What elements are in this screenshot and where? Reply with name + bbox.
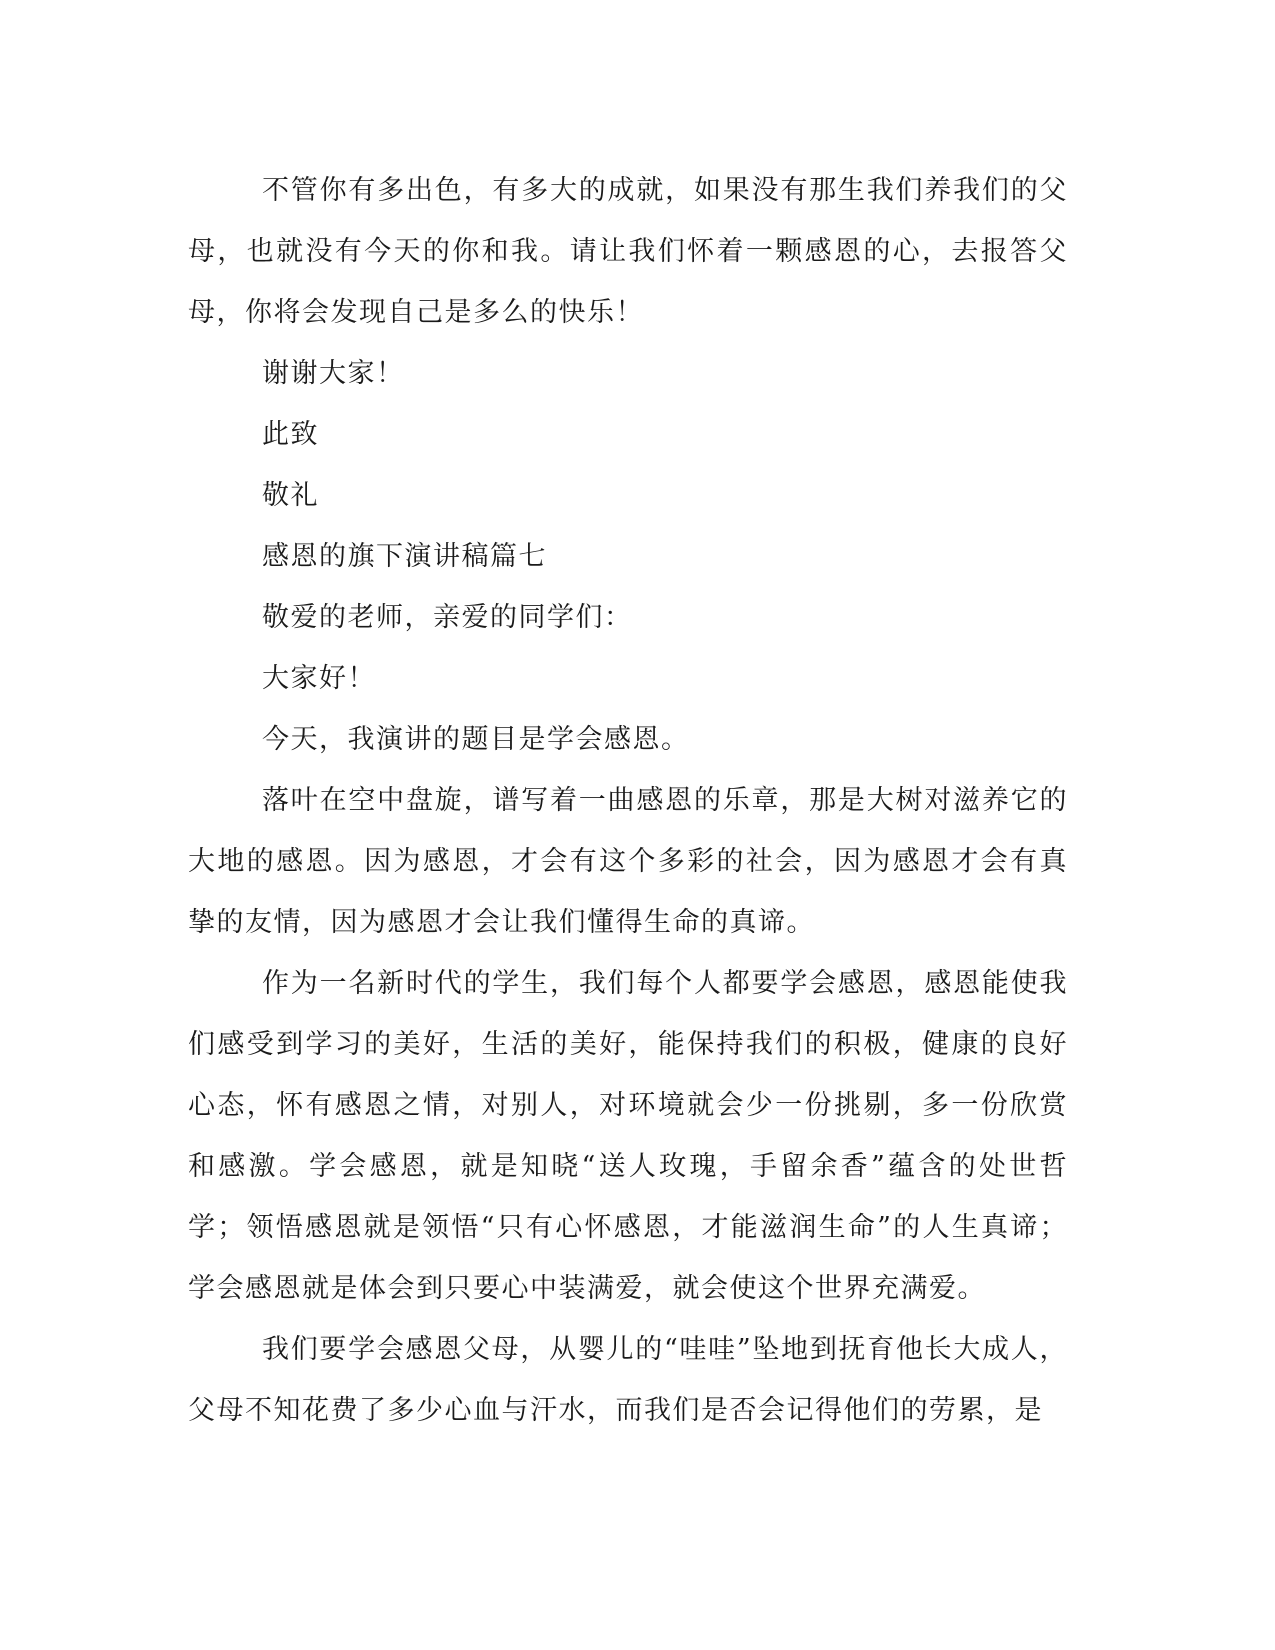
paragraph-conclusion: 不管你有多出色，有多大的成就，如果没有那生我们养我们的父母，也就没有今天的你和我。请让我们怀着一颗感恩的心，去报答父母，你将会发现自己是多么的快乐！ xyxy=(188,175,1068,328)
paragraph-thanks: 谢谢大家！ xyxy=(262,358,405,389)
paragraph-parents: 我们要学会感恩父母，从婴儿的“哇哇”坠地到抚育他长大成人，父母不知花费了多少心血与汗水，而我们是否会记得他们的劳累，是 xyxy=(188,1334,1068,1426)
paragraph-salute: 敬礼 xyxy=(262,480,319,511)
paragraph-closing: 此致 xyxy=(262,419,319,450)
section-title: 感恩的旗下演讲稿篇七 xyxy=(262,541,547,572)
paragraph-hello: 大家好！ xyxy=(262,663,376,694)
paragraph-leaves: 落叶在空中盘旋，谱写着一曲感恩的乐章，那是大树对滋养它的大地的感恩。因为感恩，才会有这个多彩的社会，因为感恩才会有真挚的友情，因为感恩才会让我们懂得生命的真谛。 xyxy=(188,785,1068,938)
paragraph-students: 作为一名新时代的学生，我们每个人都要学会感恩，感恩能使我们感受到学习的美好，生活的美好，能保持我们的积极，健康的良好心态，怀有感恩之情，对别人，对环境就会少一份挑剔，多一份欣赏和感激。学会感恩，就是知晓“送人玫瑰，手留余香”蕴含的处世哲学；领悟感恩就是领悟“只有心怀感恩，才能滋润生命”的人生真谛；学会感恩就是体会到只要心中装满爱，就会使这个世界充满爱。 xyxy=(188,968,1068,1304)
document-body xyxy=(188,160,1068,1441)
paragraph-greeting: 敬爱的老师，亲爱的同学们： xyxy=(262,602,633,633)
paragraph-topic: 今天，我演讲的题目是学会感恩。 xyxy=(262,724,690,755)
